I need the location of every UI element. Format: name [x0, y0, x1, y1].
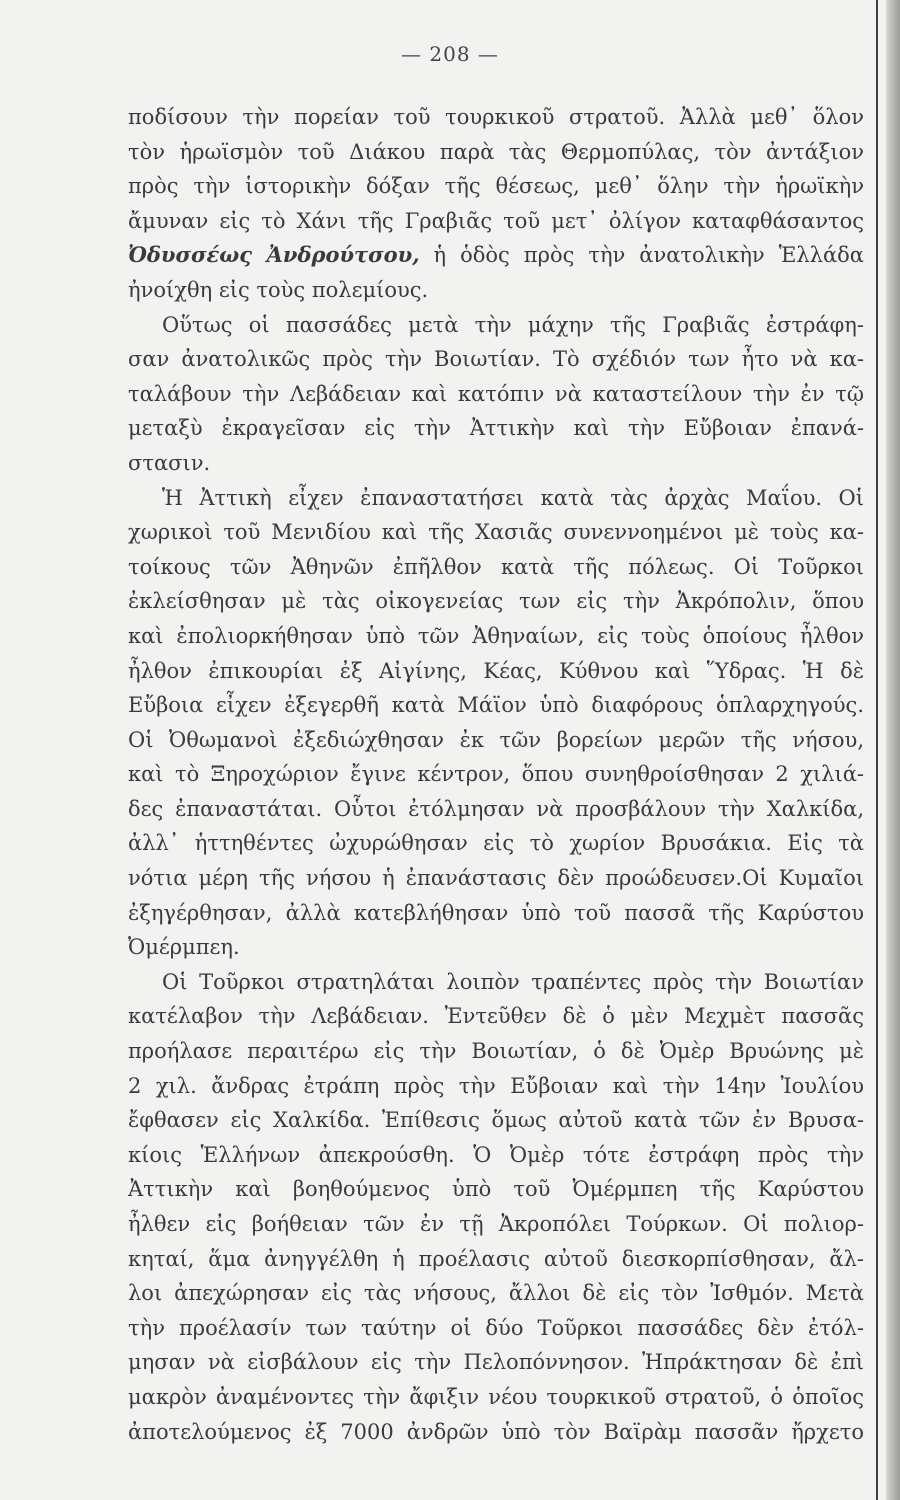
text-line: τὴν προέλασίν των ταύτην οἱ δύο Τοῦρκοι πασσάδες δὲν ἐτόλ-: [128, 1315, 864, 1340]
text-line: πρὸς τὴν ἱστορικὴν δόξαν τῆς θέσεως, μεθ᾽ ὅλην τὴν ἡρωϊκὴν: [128, 174, 864, 199]
text-line: ἐξηγέρθησαν, ἀλλὰ κατεβλήθησαν ὑπὸ τοῦ πασσᾶ τῆς Καρύστου: [128, 900, 864, 925]
text-line: λοι ἀπεχώρησαν εἰς τὰς νήσους, ἄλλοι δὲ εἰς τὸν Ἰσθμόν. Μετὰ: [128, 1281, 864, 1306]
text-line: ἀποτελούμενος ἐξ 7000 ἀνδρῶν ὑπὸ τὸν Βαϊρὰμ πασσᾶν ἤρχετο: [128, 1419, 864, 1444]
text-line: ἄμυναν εἰς τὸ Χάνι τῆς Γραβιᾶς τοῦ μετ᾽ ὀλίγον καταφθάσαντος: [128, 208, 864, 233]
page-edge-shadow: [886, 0, 900, 1500]
page-number: — 208 —: [401, 42, 499, 66]
text-line: ποδίσουν τὴν πορείαν τοῦ τουρκικοῦ στρατοῦ. Ἀλλὰ μεθ᾽ ὅλον: [128, 105, 864, 129]
text-line: Οἱ Ὀθωμανοὶ ἐξεδιώχθησαν ἐκ τῶν βορείων μερῶν τῆς νήσου,: [128, 727, 864, 752]
text-line: ἀλλ᾽ ἡττηθέντες ὠχυρώθησαν εἰς τὸ χωρίον Βρυσάκια. Εἰς τὰ: [128, 831, 864, 856]
text-line: ἐκλείσθησαν μὲ τὰς οἰκογενείας των εἰς τὴν Ἀκρόπολιν, ὅπου: [128, 589, 864, 614]
page-edge-line: [876, 0, 878, 1500]
text-line: μησαν νὰ εἰσβάλουν εἰς τὴν Πελοπόννησον. Ἠπράκτησαν δὲ ἐπὶ: [128, 1350, 864, 1375]
text-line: νότια μέρη τῆς νήσου ἡ ἐπανάστασις δὲν προώδευσεν.Οἱ Κυμαῖοι: [128, 866, 864, 891]
text-line: μεταξὺ ἐκραγεῖσαν εἰς τὴν Ἀττικὴν καὶ τὴν Εὔβοιαν ἐπανά-: [128, 416, 864, 441]
text-line-bold-name: [128, 238, 864, 273]
text-line: χωρικοὶ τοῦ Μενιδίου καὶ τῆς Χασιᾶς συνεννοημένοι μὲ τοὺς κα-: [128, 520, 864, 545]
text-line: τὸν ἡρωϊσμὸν τοῦ Διάκου παρὰ τὰς Θερμοπύλας, τὸν ἀντάξιον: [128, 139, 864, 164]
text-line: τοίκους τῶν Ἀθηνῶν ἐπῆλθον κατὰ τῆς πόλεως. Οἱ Τοῦρκοι: [128, 554, 864, 579]
text-line: ἠνοίχθη εἰς τοὺς πολεμίους.: [128, 277, 429, 302]
text-line: κηταί, ἅμα ἀνηγγέλθη ἡ προέλασις αὐτοῦ διεσκορπίσθησαν, ἄλ-: [128, 1246, 864, 1271]
text-line: Ἀττικὴν καὶ βοηθούμενος ὑπὸ τοῦ Ὀμέρμπεη τῆς Καρύστου: [128, 1177, 864, 1202]
text-line: ἔφθασεν εἰς Χαλκίδα. Ἐπίθεσις ὅμως αὐτοῦ κατὰ τῶν ἐν Βρυσα-: [128, 1108, 864, 1133]
text-line: ἦλθεν εἰς βοήθειαν τῶν ἐν τῇ Ἀκροπόλει Τούρκων. Οἱ πολιορ-: [128, 1212, 864, 1236]
text-line: στασιν.: [128, 450, 211, 475]
text-line: 2 χιλ. ἄνδρας ἐτράπη πρὸς τὴν Εὔβοιαν καὶ τὴν 14ην Ἰουλίου: [128, 1073, 864, 1098]
text-line: προήλασε περαιτέρω εἰς τὴν Βοιωτίαν, ὁ δὲ Ὀμὲρ Βρυώνης μὲ: [128, 1039, 864, 1064]
text-line: σαν ἀνατολικῶς πρὸς τὴν Βοιωτίαν. Τὸ σχέδιόν των ἦτο νὰ κα-: [128, 347, 864, 372]
text-line: κατέλαβον τὴν Λεβάδειαν. Ἐντεῦθεν δὲ ὁ μὲν Μεχμὲτ πασσᾶς: [128, 1004, 864, 1029]
text-line: ταλάβουν τὴν Λεβάδειαν καὶ κατόπιν νὰ καταστείλουν τὴν ἐν τῷ: [128, 381, 864, 406]
text-line: Εὔβοια εἶχεν ἐξεγερθῆ κατὰ Μάϊον ὑπὸ διαφόρους ὁπλαρχηγούς.: [128, 693, 864, 718]
text-line: δες ἐπαναστάται. Οὗτοι ἐτόλμησαν νὰ προσβάλουν τὴν Χαλκίδα,: [128, 796, 864, 821]
text-line: καὶ τὸ Ξηροχώριον ἔγινε κέντρον, ὅπου συνηθροίσθησαν 2 χιλιά-: [128, 762, 864, 787]
text-line: Ὀμέρμπεη.: [128, 935, 240, 960]
text-line: Ἡ Ἀττικὴ εἶχεν ἐπαναστατήσει κατὰ τὰς ἀρχὰς Μαΐου. Οἱ: [162, 485, 864, 510]
text-line: κίοις Ἑλλήνων ἀπεκρούσθη. Ὁ Ὀμὲρ τότε ἐστράφη πρὸς τὴν: [128, 1142, 864, 1167]
body-text: [128, 100, 864, 1449]
text-line: καὶ ἐπολιορκήθησαν ὑπὸ τῶν Ἀθηναίων, εἰς τοὺς ὁποίους ἦλθον: [128, 623, 864, 648]
text-line: μακρὸν ἀναμένοντες τὴν ἄφιξιν νέου τουρκικοῦ στρατοῦ, ὁ ὁποῖος: [128, 1384, 864, 1409]
text-line-rest: ἡ ὁδὸς πρὸς τὴν ἀνατολικὴν Ἑλλάδα: [419, 243, 864, 268]
bold-name: Ὀδυσσέως Ἀνδρούτσου,: [128, 242, 420, 268]
text-line: Οὕτως οἱ πασσάδες μετὰ τὴν μάχην τῆς Γραβιᾶς ἐστράφη-: [162, 312, 864, 337]
text-line: ἦλθον ἐπικουρίαι ἐξ Αἰγίνης, Κέας, Κύθνου καὶ Ὕδρας. Ἡ δὲ: [128, 658, 864, 683]
text-line: Οἱ Τοῦρκοι στρατηλάται λοιπὸν τραπέντες πρὸς τὴν Βοιωτίαν: [162, 969, 864, 994]
